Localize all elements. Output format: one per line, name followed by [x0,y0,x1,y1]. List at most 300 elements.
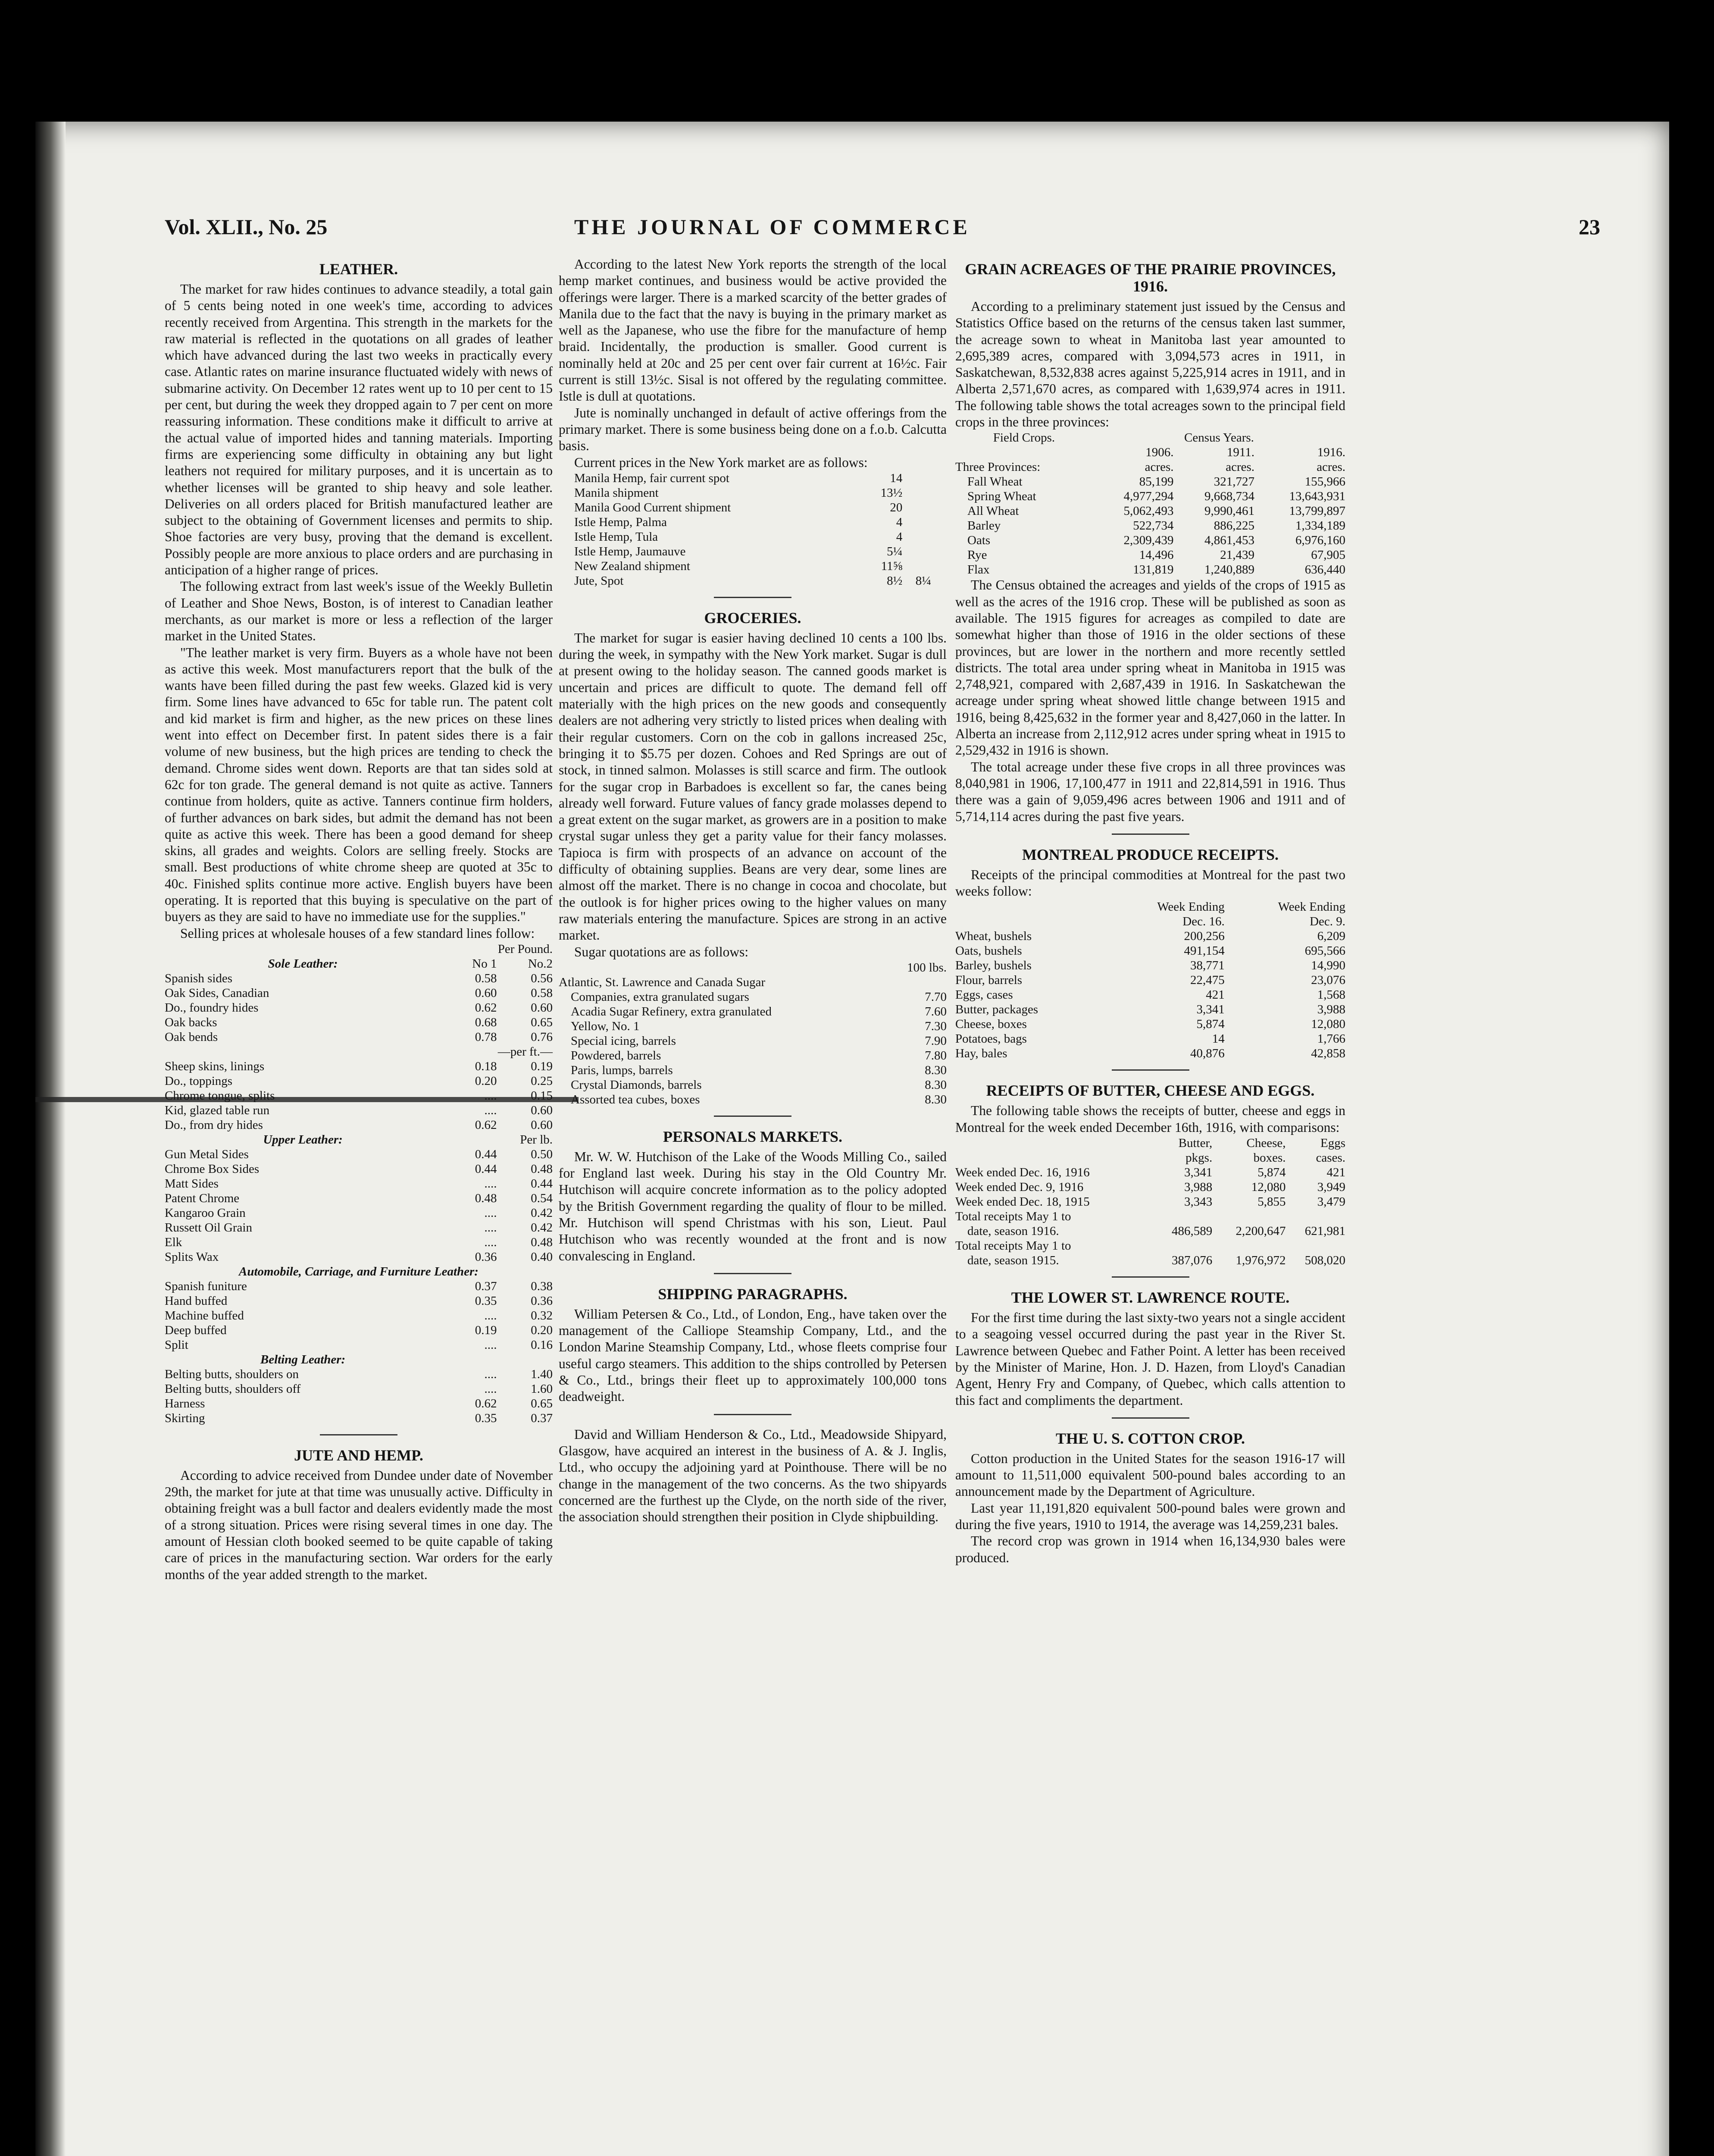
lower-paragraph: For the first time during the last sixty-two years not a single accident to a seagoing vessel occurred during the past year in the River St. Lawrence between Quebec and Father Point. A letter has been received by the Minister of Marine, Hon. J. D. Hazen, from Lloyd's Canadian Agent, Henry Fry and Company, of Quebec, which calls attention to this fact and compliments the department. [955,1310,1345,1408]
row-value: 0.37 [475,1279,497,1293]
col-no2: No.2 [528,956,553,971]
row-value: 1,766 [1317,1032,1345,1046]
row-label: Chrome Box Sides [165,1162,260,1176]
cotton-paragraph: Last year 11,191,820 equivalent 500-pound bales were grown and during the five years, 1910 to 1914, the average was 14,259,231 bales. [955,1500,1345,1532]
table-row [955,929,1345,943]
row-value: 0.18 [475,1059,497,1073]
table-row [955,489,1345,504]
divider [714,597,791,598]
row-label: Hay, bales [955,1047,1007,1061]
year-header: 1916. [1317,445,1345,460]
row-value: 14 [1212,1032,1225,1046]
row-label: Russett Oil Grain [165,1220,252,1235]
row-label: Sheep skins, linings [165,1059,265,1073]
row-value: 0.62 [475,1000,497,1015]
table-row [574,573,931,588]
row-value: 695,566 [1304,944,1345,958]
row-value: 0.48 [531,1162,553,1176]
jute-paragraph: Jute is nominally unchanged in default of active offerings from the primary market. There is some business being done on a f.o.b. Calcutta basis. [559,405,947,454]
row-value: 0.62 [475,1118,497,1132]
row-value: 8½ [887,573,903,588]
per-lb-label: Per lb. [520,1132,553,1147]
row-value: .... [484,1338,497,1352]
row-value: 3,988 [1184,1180,1213,1194]
produce-heading: MONTREAL PRODUCE RECEIPTS. [1022,846,1279,863]
row-value: 491,154 [1184,944,1225,958]
row-value: 5,062,493 [1123,504,1174,518]
row-label: Do., toppings [165,1074,233,1088]
row-value: 0.44 [475,1162,497,1176]
table-row [955,504,1345,518]
table-row [165,1382,553,1396]
row-label: date, season 1915. [967,1253,1059,1268]
table-row [165,1059,553,1074]
misc-rows [165,1059,553,1132]
table-row [165,1220,553,1235]
row-value: 0.40 [531,1250,553,1264]
row-value: 0.20 [475,1074,497,1088]
field-crops-label: Field Crops. [993,431,1055,445]
row-label: Hand buffed [165,1294,228,1308]
row-label: New Zealand shipment [574,559,690,573]
row-label: Week ended Dec. 16, 1916 [955,1166,1090,1180]
row-label: Cheese, boxes [955,1017,1027,1031]
row-label: Spanish sides [165,971,233,985]
row-value: 3,341 [1196,1003,1225,1017]
row-value: 8.30 [925,1078,947,1092]
row-value: 131,819 [1133,563,1174,577]
row-value [902,486,931,500]
row-label: Splits Wax [165,1250,219,1264]
row-value: 321,727 [1214,475,1255,489]
row-value: 0.60 [531,1103,553,1117]
row-value: 522,734 [1133,519,1174,533]
upper-leather-heading: Upper Leather: [263,1132,343,1147]
jute-paragraph: Current prices in the New York market are as follows: [574,454,868,470]
row-value: 0.35 [475,1294,497,1308]
grain-paragraph: The Census obtained the acreages and yields of the crops of 1915 as well as the acres of the 1916 crop. These will be published as soon as available. The 1915 figures for acreages as compiled to date are somewhat higher than those of 1916 in the older sections of these provinces, but are lower in the northern and more recently settled districts. The total area under spring wheat in Manitoba in 1915 was 2,748,921, compared with 2,687,439 in 1916. In Saskatchewan the acreage under spring wheat showed little change between 1915 and 1916, being 8,425,632 in the former year and 8,427,060 in the latter. In Alberta an increase from 2,112,912 acres under spring wheat in 1915 to 2,529,432 in 1916 is shown. [955,577,1345,758]
row-value: .... [484,1103,497,1117]
table-row [955,958,1345,973]
grain-heading: GRAIN ACREAGES OF THE PRAIRIE PROVINCES, 1916. [965,260,1336,295]
sole-rows [165,971,553,1044]
row-value: 0.36 [475,1250,497,1264]
row-label: Skirting [165,1411,205,1425]
column-header: Eggs [1320,1136,1345,1150]
row-value: 0.38 [531,1279,553,1293]
table-row [955,548,1345,562]
per-ft-label: —per ft.— [497,1044,553,1059]
row-value: 3,479 [1317,1195,1345,1209]
row-value: 14,990 [1311,959,1345,973]
row-value: 12,080 [1251,1180,1286,1194]
personals-heading: PERSONALS MARKETS. [663,1128,843,1145]
row-label: Paris, lumps, barrels [571,1063,673,1077]
row-value: .... [484,1088,497,1103]
page-header [165,214,1600,249]
row-label: Acadia Sugar Refinery, extra granulated [571,1004,772,1018]
row-value: .... [484,1367,497,1381]
row-value: 9,668,734 [1204,489,1255,504]
row-value: 23,076 [1311,973,1345,987]
row-label: Flax [967,563,990,577]
three-provinces-label: Three Provinces: [955,460,1041,474]
divider [714,1414,791,1415]
row-value: 0.37 [531,1411,553,1425]
jute-paragraph: According to advice received from Dundee under date of November 29th, the market for jute at that time was unusually active. Difficulty in obtaining freight was a bull factor and dealers evidently made the most of a strong situation. Prices were rising several times in one day. The amount of Hessian cloth booked seemed to be quite capable of taking care of prices in the manufacturing section. War orders for the early months of the year added strength to the market. [165,1467,553,1582]
row-value: 13½ [880,486,903,500]
divider [1112,1069,1189,1071]
year-header: 1911. [1226,445,1255,460]
row-value: 621,981 [1304,1224,1345,1238]
row-label: Assorted tea cubes, boxes [571,1092,700,1106]
table-row [574,559,931,573]
auto-leather-heading: Automobile, Carriage, and Furniture Leather: [239,1264,479,1279]
row-label: Gun Metal Sides [165,1147,249,1161]
jute-heading: JUTE AND HEMP. [294,1446,423,1464]
hemp-rows [574,471,931,588]
row-value: 0.19 [531,1059,553,1073]
row-label: Kid, glazed table run [165,1103,270,1117]
divider [1112,834,1189,835]
row-label: Belting butts, shoulders on [165,1367,299,1381]
row-value: 0.20 [531,1323,553,1337]
row-value: 2,200,647 [1235,1224,1286,1238]
row-label: Wheat, bushels [955,929,1032,943]
row-value: 0.44 [475,1147,497,1161]
row-value: 38,771 [1190,959,1225,973]
row-label: Istle Hemp, Jaumauve [574,544,686,558]
table-row [165,1015,553,1030]
row-label: Chrome tongue, splits [165,1088,275,1103]
row-label: Istle Hemp, Tula [574,530,658,544]
unit-label: acres. [1226,460,1255,474]
hemp-price-table [574,471,931,588]
row-value: 5¼ [887,544,903,558]
auto-rows [165,1279,553,1352]
row-label: Harness [165,1396,205,1410]
table-row [165,1206,553,1220]
table-row [559,990,947,1004]
row-value: 1,568 [1317,988,1345,1002]
page-number: 23 [1579,215,1600,239]
row-label: Oats [967,533,991,548]
cotton-paragraph: Cotton production in the United States for the season 1916-17 will amount to 11,511,000 equivalent 500-pound bales according to an announcement made by the Department of Agriculture. [955,1451,1345,1499]
row-value: 22,475 [1190,973,1225,987]
total-label: Total receipts May 1 to [955,1239,1071,1253]
produce-rows [955,929,1345,1061]
table-row [165,1235,553,1250]
row-value: 5,874 [1257,1166,1286,1180]
column-2 [559,256,947,1525]
row-label: Potatoes, bags [955,1032,1027,1046]
row-value: 11⅝ [881,559,903,573]
row-value: 0.78 [475,1030,497,1044]
week-ending-label: Week Ending [1157,900,1225,914]
sole-leather-heading: Sole Leather: [268,956,338,971]
lower-heading: THE LOWER ST. LAWRENCE ROUTE. [1011,1289,1290,1307]
row-label: Kangaroo Grain [165,1206,246,1220]
table-row [955,518,1345,533]
sugar-price-table [559,960,947,1107]
row-value: 0.56 [531,971,553,985]
table-row [165,1088,553,1103]
row-value: 0.44 [531,1176,553,1191]
column-unit: pkgs. [1185,1151,1213,1165]
leather-price-table [165,942,553,1426]
row-value: 0.16 [531,1338,553,1352]
row-value: 886,225 [1214,519,1255,533]
table-row [165,1323,553,1338]
total-row-1915 [955,1253,1345,1268]
row-value: 3,988 [1317,1003,1345,1017]
row-value: 14,496 [1139,548,1174,562]
row-value: 421 [1206,988,1225,1002]
row-value: 6,976,160 [1295,533,1345,548]
row-value: 1,976,972 [1235,1253,1286,1268]
row-label: Barley [967,519,1001,533]
table-row [165,1396,553,1411]
belting-rows [165,1367,553,1426]
table-row [559,1004,947,1019]
table-row [574,500,931,515]
row-value: 0.60 [475,986,497,1000]
row-label: Flour, barrels [955,973,1023,987]
journal-title: THE JOURNAL OF COMMERCE [574,215,970,239]
row-value: 40,876 [1190,1047,1225,1061]
column-unit: boxes. [1253,1151,1286,1165]
row-label: Deep buffed [165,1323,227,1337]
row-value: 636,440 [1304,563,1345,577]
table-row [165,1294,553,1308]
table-row [574,530,931,544]
row-label: Special icing, barrels [571,1034,676,1048]
table-row [165,1279,553,1294]
table-row [955,1031,1345,1046]
table-row [955,1253,1345,1268]
table-row [559,1092,947,1107]
shipping-heading: SHIPPING PARAGRAPHS. [658,1285,848,1303]
row-label: Companies, extra granulated sugars [571,990,749,1004]
table-row [165,1250,553,1264]
table-row [165,1308,553,1323]
col-no1: No 1 [472,956,497,971]
row-value: 21,439 [1220,548,1255,562]
table-row [955,474,1345,489]
column-unit: cases. [1316,1151,1345,1165]
table-row [955,1165,1345,1180]
row-value: 6,209 [1317,929,1345,943]
row-value: 13,799,897 [1289,504,1345,518]
row-value: 3,341 [1184,1166,1213,1180]
row-value: .... [484,1382,497,1396]
groceries-paragraph: The market for sugar is easier having declined 10 cents a 100 lbs. during the week, in sympathy with the New York market. Sugar is dull at present owing to the holiday season. The canned goods market is uncertain and prices are difficult to quote. The demand fell off materially with the high prices on the new goods and consequently dealers are not adhering very strictly to listed prices when dealing with their regular customers. Corn on the cob in gallons increased 25c, bringing it to $5.75 per dozen. Cohoes and Red Springs are out of stock, in tinned salmon. Molasses is still scarce and firm. The outlook for the sugar crop in Barbadoes is excellent so far, the canes being already well forward. Future values of fancy grade molasses depend to a great extent on the sugar market, as growers are in a position to make crystal sugar unless they get a parity value for their fancy molasses. Tapioca is firm with prospects of an advance on account of the difficulty of obtaining supplies. Beans are very dear, some lines are almost off the market. There is no change in cocoa and chocolate, but the outlook is for higher prices owing to the higher values on many raw materials entering the manufacture. Spices are strong in an active market. [559,630,947,943]
divider [1112,1417,1189,1419]
table-row [559,1034,947,1048]
row-value: 5,874 [1196,1017,1225,1031]
row-value: 155,966 [1304,475,1345,489]
table-row [165,1147,553,1162]
row-value: 0.60 [531,1118,553,1132]
row-value: 14 [890,471,903,485]
divider [320,1434,397,1435]
table-row [955,987,1345,1002]
row-value [902,544,931,559]
cotton-paragraph: The record crop was grown in 1914 when 16,134,930 bales were produced. [955,1533,1345,1565]
row-value: 0.58 [531,986,553,1000]
row-label: Oak backs [165,1015,217,1029]
row-label: Rye [967,548,987,562]
row-value: 0.25 [531,1074,553,1088]
leather-heading: LEATHER. [319,260,398,278]
table-row [955,1180,1345,1194]
row-value [902,500,931,515]
row-label: Crystal Diamonds, barrels [571,1078,702,1092]
per-pound-label: Per Pound. [497,942,553,956]
census-years-label: Census Years. [1184,431,1254,445]
row-value: .... [484,1308,497,1322]
row-value: 2,309,439 [1123,533,1174,548]
table-row [955,1046,1345,1061]
table-row [574,471,931,486]
table-row [165,1176,553,1191]
cotton-heading: THE U. S. COTTON CROP. [1055,1429,1245,1447]
row-value: 0.19 [475,1323,497,1337]
table-row [955,973,1345,987]
row-value: 1,240,889 [1204,563,1255,577]
table-row [165,1338,553,1352]
row-label: Spring Wheat [967,489,1036,504]
row-value: 4,861,453 [1204,533,1255,548]
row-label: Yellow, No. 1 [571,1019,640,1033]
row-value: 85,199 [1139,475,1174,489]
row-label: Matt Sides [165,1176,219,1191]
row-value: 7.90 [925,1034,947,1048]
table-row [955,562,1345,577]
table-row [165,986,553,1000]
groceries-heading: GROCERIES. [704,609,801,627]
sugar-row-label: Atlantic, St. Lawrence and Canada Sugar [559,975,766,989]
total-label: Total receipts May 1 to [955,1210,1071,1224]
page-edge [35,122,66,2156]
row-value: 0.65 [531,1396,553,1410]
row-value: 0.32 [531,1308,553,1322]
row-label: Oats, bushels [955,944,1022,958]
row-value: 1.40 [531,1367,553,1381]
row-value: 7.70 [925,990,947,1004]
row-value: 4 [896,515,903,529]
row-value: 0.15 [531,1088,553,1103]
leather-paragraph: The following extract from last week's issue of the Weekly Bulletin of Leather and Shoe News, Boston, is of interest to Canadian leather merchants, as our market is more or less a reflection of the larger market in the United States. [165,579,553,644]
row-label: Spanish funiture [165,1279,247,1293]
row-value: 9,990,461 [1204,504,1255,518]
row-value: 42,858 [1311,1047,1345,1061]
row-value: 7.30 [925,1019,947,1033]
row-value: 0.62 [475,1396,497,1410]
row-value: 0.48 [531,1235,553,1249]
row-value: 0.42 [531,1220,553,1235]
column-header: Butter, [1178,1136,1213,1150]
table-row [165,1118,553,1132]
row-label: Belting butts, shoulders off [165,1382,301,1396]
row-value: 1,334,189 [1295,519,1345,533]
shipping-paragraph: William Petersen & Co., Ltd., of London, Eng., have taken over the management of the Calliope Steamship Company, Ltd., and the London Marine Steamship Company, Ltd., whose fleets comprise four useful cargo steamers. This addition to the ships controlled by Petersen & Co., Ltd., brings their fleet up to approximately 100,000 tons deadweight. [559,1306,947,1404]
produce-table [955,899,1345,1061]
butter-rows [955,1165,1345,1209]
column-header: Cheese, [1246,1136,1286,1150]
table-row [559,1078,947,1092]
table-row [165,971,553,986]
table-row [955,1002,1345,1017]
table-row [165,1367,553,1382]
divider [714,1273,791,1274]
table-row [165,1191,553,1206]
butter-table [955,1136,1345,1268]
row-value: 0.35 [475,1411,497,1425]
row-label: Manila Good Current shipment [574,500,731,514]
table-row [955,1224,1345,1238]
row-label: Do., foundry hides [165,1000,259,1015]
row-value: 20 [890,500,903,514]
table-row [165,1162,553,1176]
table-row [955,1017,1345,1031]
row-value: 4,977,294 [1123,489,1174,504]
newspaper-page [35,122,1669,2156]
row-value: 8¼ [915,573,931,588]
row-label: Barley, bushels [955,959,1032,973]
row-label: Butter, packages [955,1003,1038,1017]
leather-paragraph: The market for raw hides continues to advance steadily, a total gain of 5 cents being noted in one week's time, according to advices recently received from Argentina. This strength in the markets for the raw material is reflected in the quotations on all grades of leather which have advanced during the last two weeks in practically every case. Atlantic rates on marine insurance fluctuated widely with news of submarine activity. On December 12 rates went up to 10 per cent to 15 per cent, but during the week they dropped again to 7 per cent on more reassuring information. These conditions make it difficult to arrive at the actual value of imported hides and tanning materials. Importing firms are experiencing some difficulty in obtaining any but light leathers not required for military purposes, and it is uncertain as to whether licenses will be granted to ship heavy and sole leather. Deliveries on all orders placed for British manufactured leather are subject to the obtaining of Government licenses and permits to ship. Shoe factories are very busy, proving that the demand is excellent. Possibly people are more anxious to place orders and are purchasing in anticipation of a higher range of prices. [165,282,553,578]
row-value [902,559,931,573]
butter-heading: RECEIPTS OF BUTTER, CHEESE AND EGGS. [986,1082,1315,1100]
row-label: Oak Sides, Canadian [165,986,269,1000]
sugar-rows [559,990,947,1107]
row-label: Machine buffed [165,1308,244,1322]
date-header: Dec. 16. [1182,915,1225,929]
row-value: 0.36 [531,1294,553,1308]
table-row [574,486,931,500]
row-value: 8.30 [925,1063,947,1077]
table-row [955,943,1345,958]
row-label: Do., from dry hides [165,1118,263,1132]
table-row [165,1103,553,1118]
row-label: date, season 1916. [967,1224,1059,1238]
total-row-1916 [955,1224,1345,1238]
row-label: Fall Wheat [967,475,1023,489]
row-label: Elk [165,1235,182,1249]
table-row [574,515,931,530]
row-value: .... [484,1206,497,1220]
row-label: Manila shipment [574,486,659,500]
row-label: Manila Hemp, fair current spot [574,471,729,485]
year-header: 1906. [1145,445,1174,460]
butter-paragraph: The following table shows the receipts of butter, cheese and eggs in Montreal for the week ended December 16th, 1916, with comparisons: [955,1103,1345,1135]
row-value: 7.80 [925,1048,947,1062]
row-value: 1.60 [531,1382,553,1396]
unit-label: acres. [1145,460,1174,474]
row-value: 508,020 [1304,1253,1345,1268]
leather-paragraph: Selling prices at wholesale houses of a few standard lines follow: [180,925,535,941]
row-value: 0.42 [531,1206,553,1220]
personals-paragraph: Mr. W. W. Hutchison of the Lake of the Woods Milling Co., sailed for England last week. During his stay in the Old Country Mr. Hutchison will acquire concrete information as to the policy adopted by the British Government regarding the quality of flour to be milled. Mr. Hutchison will spend Christmas with his son, Lieut. Paul Hutchison who was recently wounded at the front and is now convalescing in England. [559,1149,947,1263]
row-value: 0.50 [531,1147,553,1161]
date-header: Dec. 9. [1310,915,1345,929]
upper-rows [165,1147,553,1264]
row-label: Istle Hemp, Palma [574,515,667,529]
grain-acreage-table [955,430,1345,577]
table-row [559,1063,947,1078]
row-label: Week ended Dec. 9, 1916 [955,1180,1084,1194]
